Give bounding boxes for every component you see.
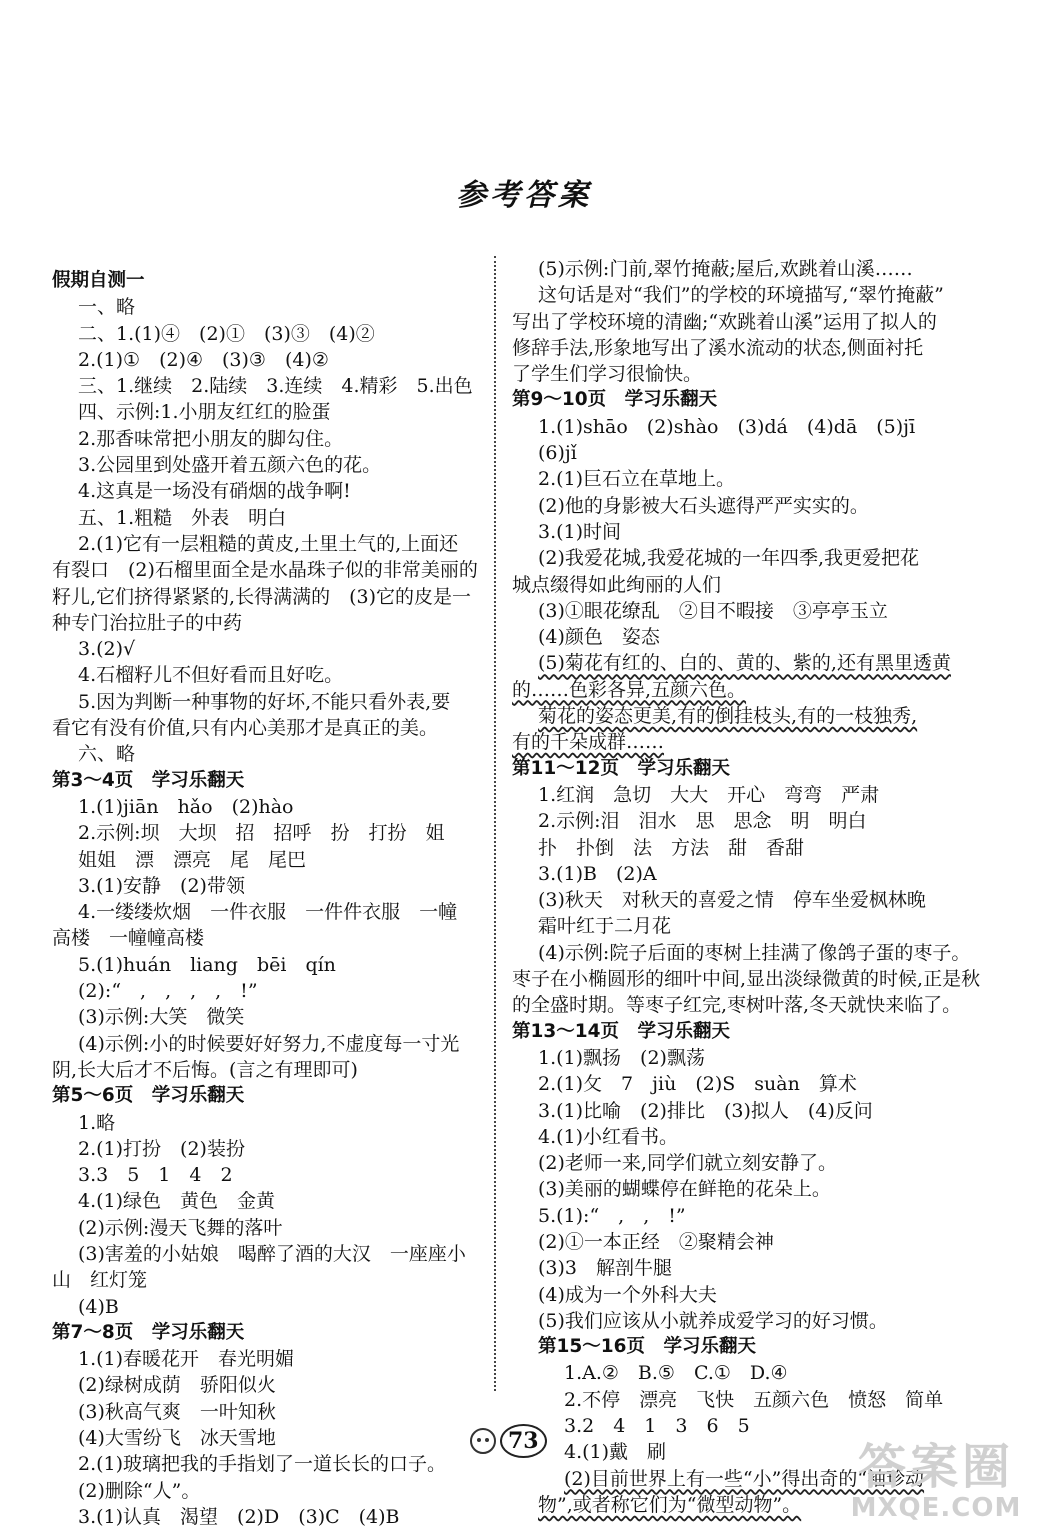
answer-line: (3)秋高气爽 一叶知秋 [78, 1400, 276, 1423]
answer-line: 3.(1)B (2)A [538, 862, 657, 885]
left-column [52, 268, 484, 1530]
answer-line: 1.A.② B.⑤ C.① D.④ [564, 1362, 788, 1385]
answer-line: 2.(1)① (2)④ (3)③ (4)② [78, 348, 329, 371]
answer-line: 2.(1)玻璃把我的手指划了一道长长的口子。 [78, 1453, 447, 1476]
section-heading: 假期自测一 [52, 270, 145, 291]
answer-line: 三、1.继续 2.陆续 3.连续 4.精彩 5.出色 [78, 375, 473, 398]
answer-line: 2.不停 漂亮 飞快 五颜六色 愤怒 简单 [564, 1388, 944, 1411]
answer-line: 1.(1)飘扬 (2)飘荡 [538, 1046, 705, 1069]
answer-line: 2.示例:坝 大坝 招 招呼 扮 打扮 姐 [78, 822, 445, 845]
answer-line: 的……色彩各异,五颜六色。 [512, 678, 747, 701]
answer-line: 5.(1):“ , , !” [538, 1204, 686, 1227]
watermark-logo [836, 1440, 1036, 1530]
section-heading: 第5～6页 学习乐翻天 [52, 1085, 245, 1107]
answer-line: (3)美丽的蝴蝶停在鲜艳的花朵上。 [538, 1178, 831, 1201]
answer-line: (2):“ , , , , !” [78, 980, 258, 1003]
answer-line: (4)成为一个外科大夫 [538, 1283, 717, 1306]
answer-line: 有裂口 (2)石榴里面全是水晶珠子似的非常美丽的 [52, 559, 478, 582]
answer-line: (2)他的身影被大石头遮得严严实实的。 [538, 494, 869, 517]
answer-line: (5)菊花有红的、白的、黄的、紫的,还有黑里透黄 [538, 652, 951, 675]
answer-line: 4.(1)小红看书。 [538, 1125, 679, 1148]
section-heading: 第3～4页 学习乐翻天 [52, 769, 245, 791]
answer-line: (4)示例:院子后面的枣树上挂满了像鸽子蛋的枣子。 [538, 941, 971, 964]
answer-line: (3)3 解剖牛腿 [538, 1257, 673, 1280]
answer-line: 2.(1)它有一层粗糙的黄皮,土里土气的,上面还 [78, 532, 459, 555]
answer-line: 有的千朵成群…… [512, 731, 665, 754]
answer-line: 3.2 4 1 3 6 5 [564, 1415, 750, 1438]
answer-line: 二、1.(1)④ (2)① (3)③ (4)② [78, 322, 375, 345]
answer-line: 一、略 [78, 296, 136, 319]
answer-line: 3.3 5 1 4 2 [78, 1164, 233, 1187]
answer-line: (2)绿树成荫 骄阳似火 [78, 1374, 276, 1397]
answer-line: 5.(1)huán liang bēi qín [78, 953, 336, 976]
answer-line: 高楼 一幢幢高楼 [52, 927, 205, 950]
page-number-area [470, 1424, 547, 1458]
answer-line: 物”,或者称它们为“微型动物”。 [538, 1493, 802, 1516]
answer-line: 四、示例:1.小朋友红红的脸蛋 [78, 401, 331, 424]
answer-line: 3.(1)比喻 (2)排比 (3)拟人 (4)反问 [538, 1099, 873, 1122]
section-heading: 第15～16页 学习乐翻天 [538, 1336, 756, 1358]
answer-line: (3)秋天 对秋天的喜爱之情 停车坐爱枫林晚 [538, 889, 926, 912]
watermark-text: 答案圈 [857, 1439, 1014, 1495]
answer-line: 籽儿,它们挤得紧紧的,长得满满的 (3)它的皮是一 [52, 585, 471, 608]
answer-line: 4.一缕缕炊烟 一件衣服 一件件衣服 一幢 [78, 901, 458, 924]
answer-line: 5.因为判断一种事物的好坏,不能只看外表,要 [78, 690, 451, 713]
answer-line: (6)jǐ [538, 442, 577, 465]
answer-line: 山 红灯笼 [52, 1269, 148, 1292]
answer-line: (2)老师一来,同学们就立刻安静了。 [538, 1152, 837, 1175]
answer-line: 3.(1)时间 [538, 520, 622, 543]
answer-line: 1.红润 急切 大大 开心 弯弯 严肃 [538, 783, 880, 806]
answer-line: (4)颜色 姿态 [538, 626, 660, 649]
answer-line: (3)①眼花缭乱 ②目不暇接 ③亭亭玉立 [538, 599, 888, 622]
answer-line: 了学生们学习很愉快。 [512, 363, 703, 386]
answer-line: 种专门治拉肚子的中药 [52, 611, 243, 634]
answer-line: 2.(1)攵 7 jiù (2)S suàn 算术 [538, 1073, 857, 1096]
answer-line: (4)B [78, 1295, 119, 1318]
answer-line: 1.(1)春暖花开 春光明媚 [78, 1348, 295, 1371]
answer-line: (3)示例:大笑 微笑 [78, 1006, 245, 1029]
answer-line: (2)示例:漫天飞舞的落叶 [78, 1216, 283, 1239]
section-heading: 第11～12页 学习乐翻天 [512, 757, 730, 779]
answer-line: 看它有没有价值,只有内心美那才是真正的美。 [52, 717, 439, 740]
answer-line: 2.那香味常把小朋友的脚勾住。 [78, 427, 344, 450]
section-heading: 第7～8页 学习乐翻天 [52, 1321, 245, 1343]
column-divider [494, 256, 496, 1391]
answer-line: (5)我们应该从小就养成爱学习的好习惯。 [538, 1309, 888, 1332]
answer-line: 城点缀得如此绚丽的人们 [512, 573, 722, 596]
answer-line: 1.(1)shāo (2)shào (3)dá (4)dā (5)jī [538, 415, 916, 438]
answer-line: (3)害羞的小姑娘 喝醉了酒的大汉 一座座小 [78, 1242, 466, 1265]
answer-line: 六、略 [78, 743, 136, 766]
section-heading: 第9～10页 学习乐翻天 [512, 389, 718, 411]
answer-line: 写出了学校环境的清幽;“欢跳着山溪”运用了拟人的 [512, 310, 937, 333]
answer-line: 2.(1)巨石立在草地上。 [538, 468, 736, 491]
answer-line: (5)示例:门前,翠竹掩蔽;屋后,欢跳着山溪…… [538, 258, 913, 280]
answer-line: 扑 扑倒 法 方法 甜 香甜 [538, 836, 805, 859]
answer-line: 4.(1)绿色 黄色 金黄 [78, 1190, 276, 1213]
answer-line: (2)我爱花城,我爱花城的一年四季,我更爱把花 [538, 547, 919, 570]
answer-line: (4)示例:小的时候要好好努力,不虚度每一寸光 [78, 1032, 460, 1055]
answer-line: 菊花的姿态更美,有的倒挂枝头,有的一枝独秀, [538, 705, 918, 728]
answer-line: 2.示例:泪 泪水 思 思念 明 明白 [538, 810, 867, 833]
answer-line: 3.(1)认真 渴望 (2)D (3)C (4)B [78, 1505, 400, 1528]
answer-line: 枣子在小椭圆形的细叶中间,显出淡绿微黄的时候,正是秋 [512, 968, 981, 991]
answer-line: 这句话是对“我们”的学校的环境描写,“翠竹掩蔽” [538, 284, 944, 307]
answer-line: 3.(1)安静 (2)带领 [78, 874, 245, 897]
answer-line: 五、1.粗糙 外表 明白 [78, 506, 287, 529]
answer-line: (2)①一本正经 ②聚精会神 [538, 1230, 774, 1253]
answer-line: 3.公园里到处盛开着五颜六色的花。 [78, 454, 382, 477]
section-heading: 第13～14页 学习乐翻天 [512, 1020, 730, 1042]
answer-line: 的全盛时期。等枣子红完,枣树叶落,冬天就快来临了。 [512, 994, 962, 1017]
page-title: 参考答案 [456, 178, 592, 213]
answer-line: 4.(1)戴 刷 [564, 1441, 667, 1464]
answer-line: (2)目前世界上有一些“小”得出奇的“袖珍动 [564, 1467, 925, 1490]
answer-line: 阴,长大后才不后悔。(言之有理即可) [52, 1058, 358, 1081]
answer-line: (2)删除“人”。 [78, 1479, 201, 1502]
answer-line: (4)大雪纷飞 冰天雪地 [78, 1427, 276, 1450]
answer-line: 4.石榴籽儿不但好看而且好吃。 [78, 664, 344, 687]
answer-line: 1.略 [78, 1111, 116, 1134]
answer-line: 3.(2)√ [78, 638, 136, 661]
page-number: 73 [500, 1424, 547, 1458]
answer-line: 1.(1)jiān hǎo (2)hào [78, 795, 294, 818]
answer-line: 修辞手法,形象地写出了溪水流动的状态,侧面衬托 [512, 336, 924, 359]
watermark-domain: MXQE.COM [850, 1493, 1022, 1523]
mascot-icon [470, 1428, 496, 1454]
answer-line: 2.(1)打扮 (2)装扮 [78, 1137, 245, 1160]
answer-line: 霜叶红于二月花 [538, 915, 672, 938]
answer-line: 姐姐 漂 漂亮 尾 尾巴 [78, 848, 307, 871]
answer-line: 4.这真是一场没有硝烟的战争啊! [78, 480, 351, 503]
